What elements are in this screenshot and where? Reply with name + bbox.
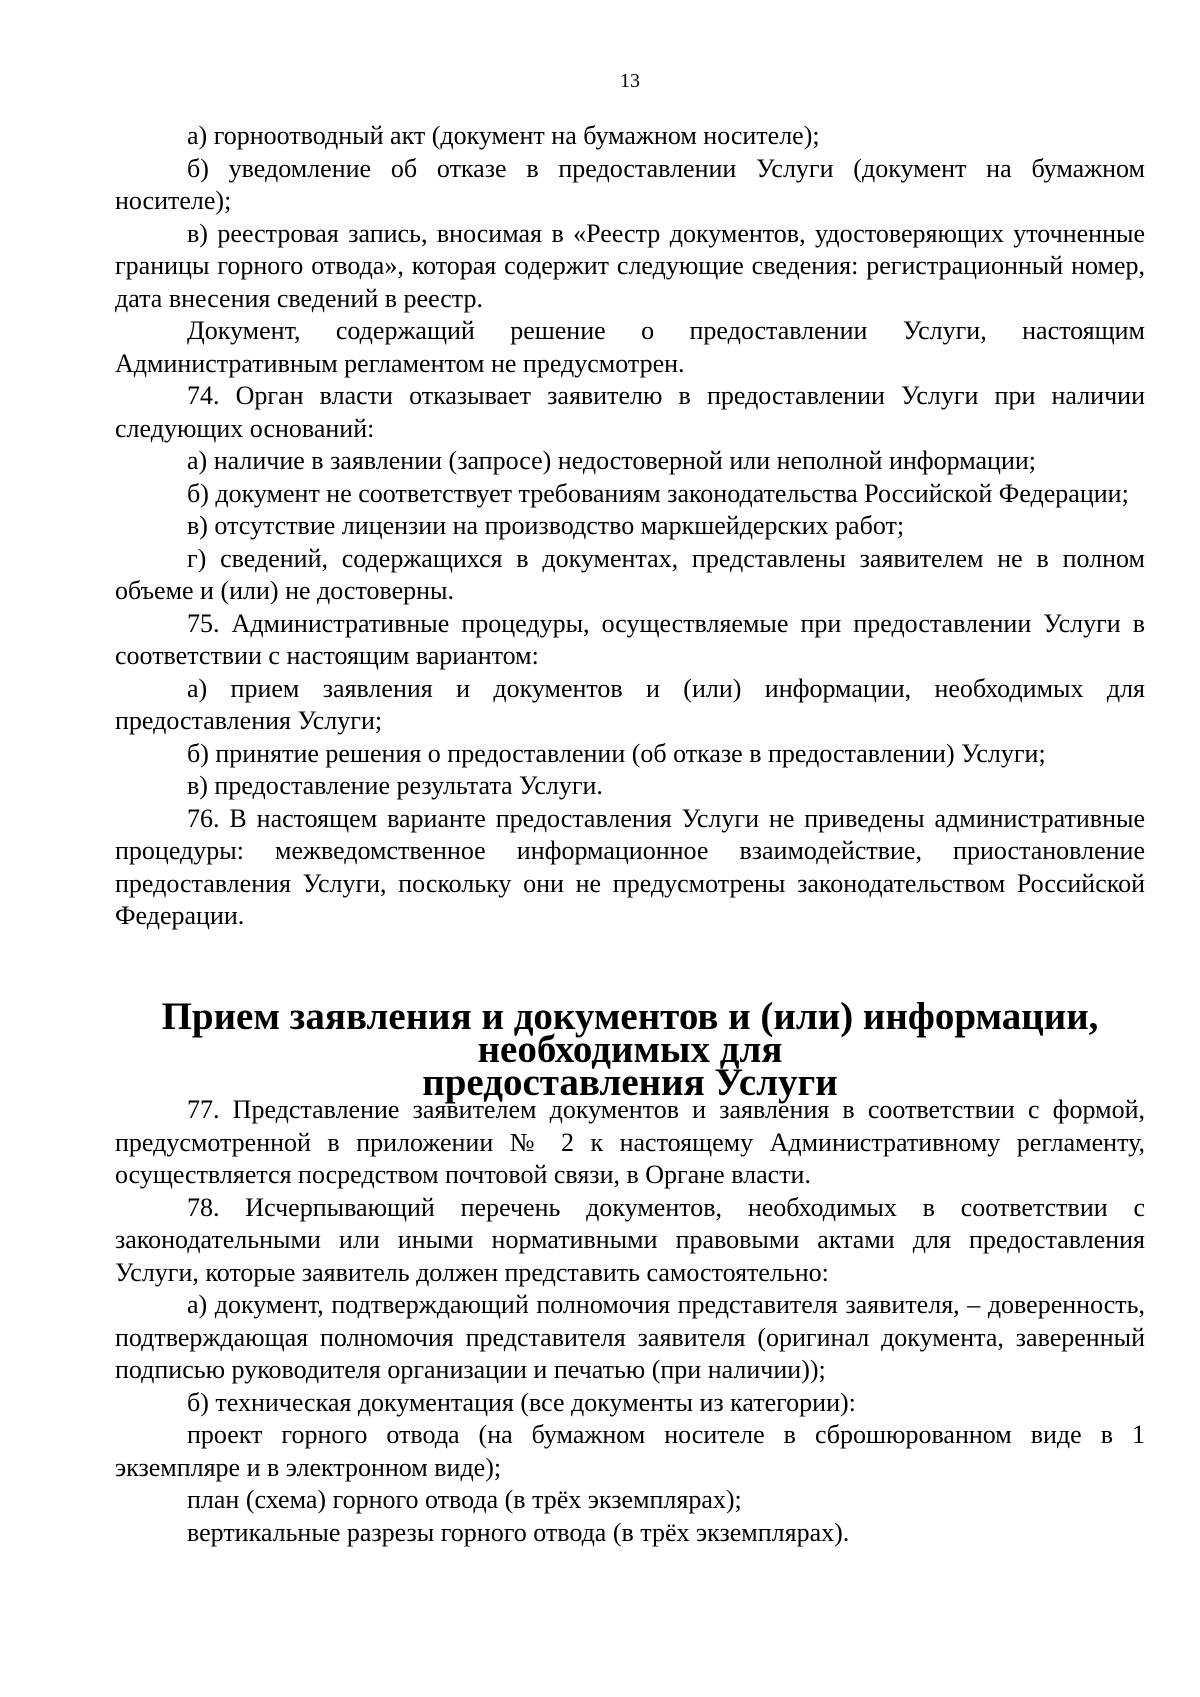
body-section-1 (115, 120, 1145, 933)
heading-line-2: предоставления Услуги (422, 1061, 838, 1104)
paragraph: в) предоставление результата Услуги. (187, 771, 603, 800)
paragraph: б) уведомление об отказе в предоставлении Услуги (документ на бумажном носителе); (115, 153, 1145, 215)
page-number: 13 (620, 70, 640, 92)
paragraph: 77. Представление заявителем документов и заявления в соответствии с формой, предусмотренной в приложении № 2 к настоящему Административному регламенту, осуществляется посредством почтовой связи, в Органе власти. (115, 1095, 1145, 1189)
paragraph: б) техническая документация (все документы из категории): (187, 1387, 856, 1417)
paragraph: вертикальные разрезы горного отвода (в трёх экземплярах). (187, 1517, 850, 1547)
section-heading (115, 995, 1145, 1104)
paragraph: г) сведений, содержащихся в документах, представлены заявителем не в полном объеме и (или) не достоверны. (115, 543, 1145, 605)
paragraph: в) отсутствие лицензии на производство маркшейдерских работ; (187, 511, 905, 540)
paragraph: б) принятие решения о предоставлении (об отказе в предоставлении) Услуги; (187, 738, 1046, 768)
paragraph: а) документ, подтверждающий полномочия представителя заявителя, – доверенность, подтверждающая полномочия представителя заявителя (оригинал документа, заверенный подписью руководителя организации и печатью (при наличии)); (115, 1290, 1145, 1384)
paragraph: 74. Орган власти отказывает заявителю в предоставлении Услуги при наличии следующих оснований: (115, 381, 1145, 443)
paragraph: в) реестровая запись, вносимая в «Реестр документов, удостоверяющих уточненные границы горного отвода», которая содержит следующие сведения: регистрационный номер, дата внесения сведений в реестр. (115, 218, 1145, 313)
paragraph: Документ, содержащий решение о предоставлении Услуги, настоящим Административным регламентом не предусмотрен. (115, 316, 1145, 378)
paragraph: 75. Административные процедуры, осуществляемые при предоставлении Услуги в соответствии с настоящим вариантом: (115, 608, 1145, 670)
paragraph: 76. В настоящем варианте предоставления Услуги не приведены административные процедуры: межведомственное информационное взаимодействие, приостановление предоставления Услуги, поскольку они не предусмотрены законодательством Российской Федерации. (115, 803, 1145, 930)
paragraph: план (схема) горного отвода (в трёх экземплярах); (187, 1485, 742, 1514)
paragraph: проект горного отвода (на бумажном носителе в сброшюрованном виде в 1 экземпляре и в электронном виде); (115, 1420, 1145, 1482)
body-section-2 (115, 1094, 1145, 1549)
paragraph: а) наличие в заявлении (запросе) недостоверной или неполной информации; (187, 446, 1037, 475)
heading-line-1: Прием заявления и документов и (или) информации, необходимых для (161, 995, 1099, 1071)
paragraph: а) прием заявления и документов и (или) информации, необходимых для предоставления Услуги; (115, 673, 1145, 735)
paragraph: а) горноотводный акт (документ на бумажном носителе); (187, 121, 820, 150)
paragraph: 78. Исчерпывающий перечень документов, необходимых в соответствии с законодательными или иными нормативными правовыми актами для предоставления Услуги, которые заявитель должен представить самостоятельно: (115, 1192, 1145, 1287)
paragraph: б) документ не соответствует требованиям законодательства Российской Федерации; (187, 478, 1129, 508)
